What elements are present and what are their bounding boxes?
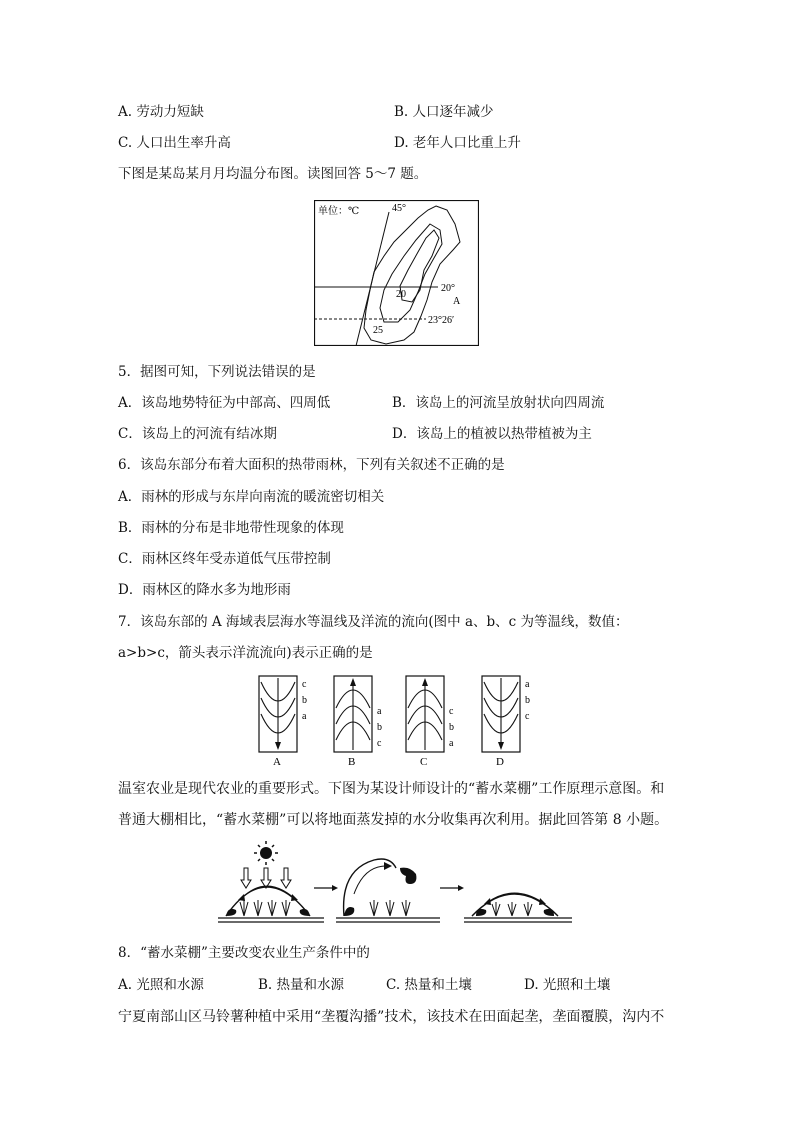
q7-stem-line1: 7．该岛东部的 A 海域表层海水等温线及洋流的流向(图中 a、b、c 为等温线，数值： [118,614,629,630]
diagram-b [334,676,382,768]
meridian-label: 45° [392,203,406,214]
q7-isotherm-diagrams [256,672,546,768]
q4-option-d: D. 老年人口比重上升 [394,135,521,151]
diagram-b-label-3: c [377,738,382,749]
diagram-d [482,676,530,768]
diagram-d-label-1: a [525,679,530,690]
q5-option-c: C．该岛上的河流有结冰期 [118,426,277,442]
q8-option-d: D. 光照和土壤 [524,977,611,993]
diagram-a-label-3: a [302,711,307,722]
diagram-d-label-2: b [525,695,530,706]
q6-option-d: D．雨林区的降水多为地形雨 [118,582,291,598]
diagram-c-label-1: c [449,706,454,717]
q6-option-c: C．雨林区终年受赤道低气压带控制 [118,551,331,567]
intro-5-7: 下图是某岛某月月均温分布图。读图回答 5～7 题。 [118,166,428,182]
q4-option-a: A. 劳动力短缺 [118,104,204,120]
diagram-a-caption: A [273,756,281,768]
greenhouse-diagram [214,840,576,930]
plants-2 [370,900,410,916]
diagram-c-label-2: b [449,722,454,733]
point-a-label: A [453,296,461,307]
diagram-b-caption: B [348,756,356,768]
isotherm-25-label: 25 [373,325,383,336]
q8-option-a: A. 光照和水源 [118,977,204,993]
isotherm-20-label: 20 [396,289,406,300]
plants-3 [492,902,532,916]
q4-option-b: B. 人口逐年减少 [394,104,494,120]
intro-9: 宁夏南部山区马铃薯种植中采用“垄覆沟播”技术，该技术在田面起垄，垄面覆膜，沟内不 [118,1009,665,1025]
map-unit-label: 单位：℃ [318,206,360,217]
q5-option-d: D．该岛上的植被以热带植被为主 [392,426,592,442]
q7-stem-line2: a>b>c，箭头表示洋流流向)表示正确的是 [118,645,373,661]
diagram-b-label-2: b [377,722,382,733]
island-temperature-map [314,200,479,346]
diagram-c-caption: C [420,756,428,768]
q8-option-c: C. 热量和土壤 [386,977,472,993]
q8-option-b: B. 热量和水源 [258,977,345,993]
q4-option-c: C. 人口出生率升高 [118,135,231,151]
diagram-d-caption: D [496,756,504,768]
greenhouse-1-dome [226,887,310,916]
isotherm-outer [380,224,442,322]
q5-stem: 5．据图可知，下列说法错误的是 [118,364,316,380]
plants-1 [240,900,290,916]
sun-icon [254,841,278,865]
sunlight-arrows [241,868,291,888]
intro-8-line1: 温室农业是现代农业的重要形式。下图为某设计师设计的“蓄水菜棚”工作原理示意图。和 [118,781,665,797]
intro-8-line2: 普通大棚相比，“蓄水菜棚”可以将地面蒸发掉的水分收集再次利用。据此回答第 8 小题。 [118,812,669,828]
diagram-b-label-1: a [377,706,382,717]
diagram-d-label-3: c [525,711,530,722]
q5-option-a: A．该岛地势特征为中部高、四周低 [118,395,331,411]
q6-option-a: A．雨林的形成与东岸向南流的暖流密切相关 [118,489,385,505]
diagram-a-label-1: c [302,679,307,690]
q5-option-b: B．该岛上的河流呈放射状向四周流 [392,395,605,411]
latitude-20-label: 20° [441,283,455,294]
diagram-c [406,676,454,768]
tropic-label: 23°26′ [428,315,455,326]
diagram-c-label-3: a [449,738,454,749]
q6-option-b: B．雨林的分布是非地带性现象的体现 [118,520,344,536]
q8-stem: 8．“蓄水菜棚”主要改变农业生产条件中的 [118,945,370,961]
diagram-a [259,676,307,768]
diagram-a-label-2: b [302,695,307,706]
q6-stem: 6．该岛东部分布着大面积的热带雨林，下列有关叙述不正确的是 [118,457,505,473]
